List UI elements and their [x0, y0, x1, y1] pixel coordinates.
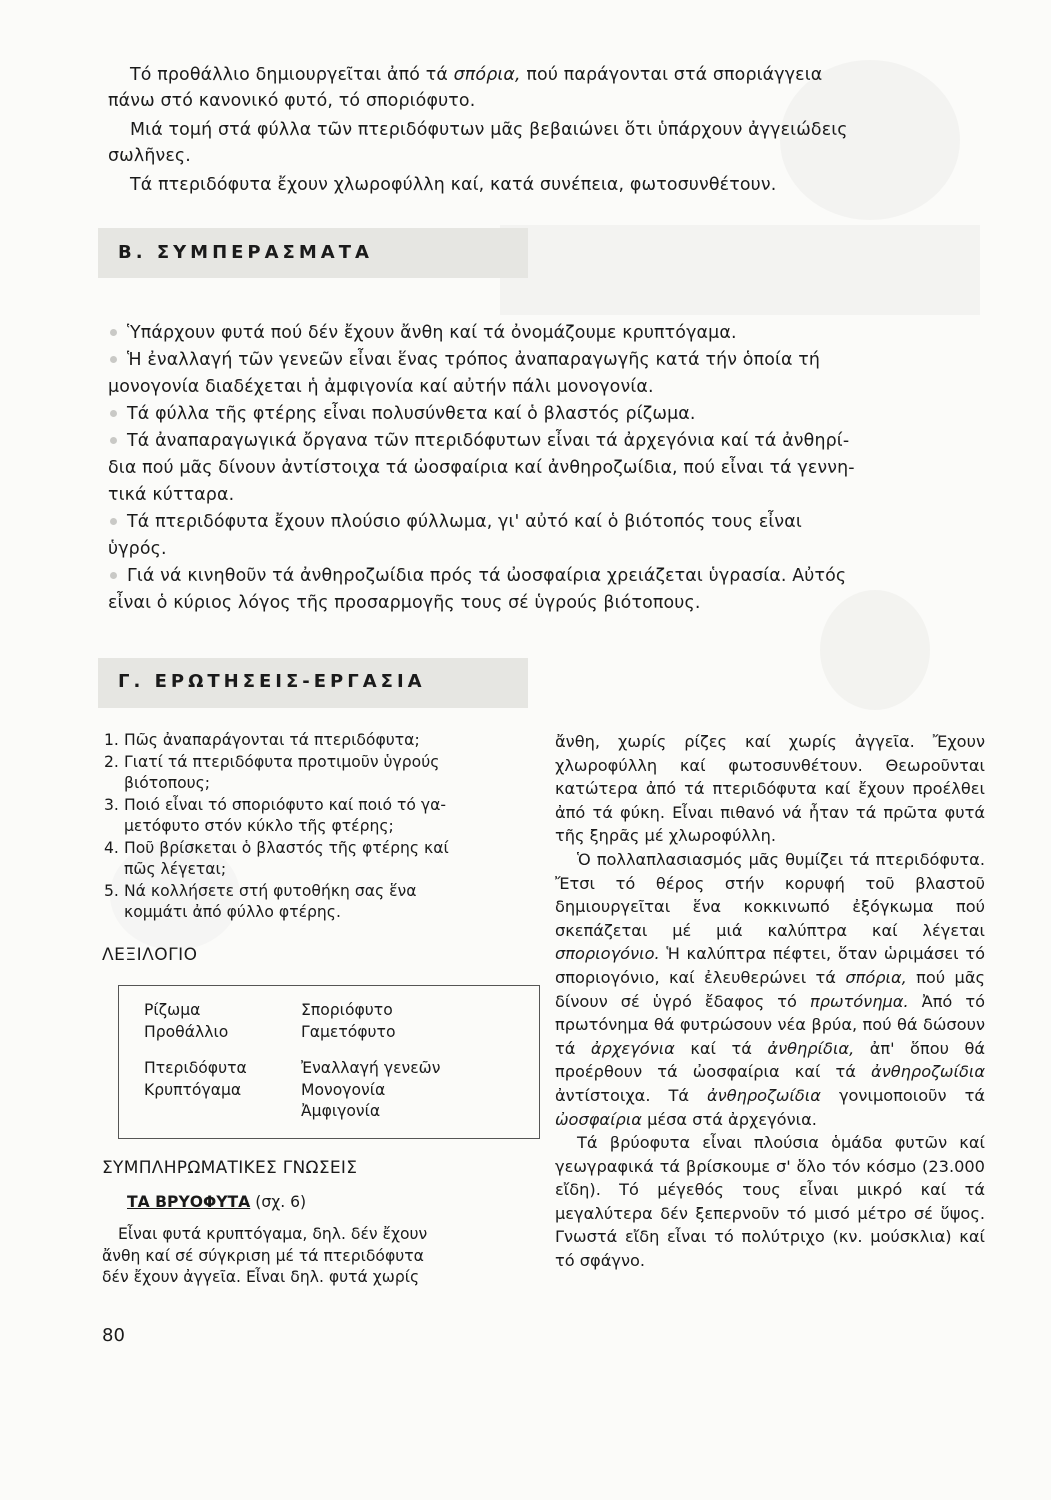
page-number: 80 [102, 1325, 125, 1346]
lexicon-left-terms: Ρίζωμα Προθάλλιο Πτεριδόφυτα Κρυπτόγαμα [144, 1001, 247, 1099]
lexicon-title: ΛΕΞΙΛΟΓΙΟ [102, 945, 198, 965]
right-paragraph-3: Τά βρύοφυτα εἶναι πλούσια ὁμάδα φυτῶν καί γεωγραφικά τά βρίσκουμε σ' ὅλο τόν κόσμο (23.000 εἴδη). Τό μέγεθός τους εἶναι μικρό καί τά μεγαλύτερα δέν ξεπερνοῦν τό μισό μέτρο σέ ὕψος. Γνωστά εἴδη εἶναι τό πολύτριχο (κν. μούσκλια) καί τό σφάγνο. [555, 1133, 985, 1271]
bryophyta-text-right [555, 730, 985, 1273]
question-item: 4. Ποῦ βρίσκεται ὁ βλαστός τῆς φτέρης καί πῶς λέγεται; [104, 838, 449, 878]
question-item: 3. Ποιό εἶναι τό σποριόφυτο καί ποιό τό γα- μετόφυτο στόν κύκλο τῆς φτέρης; [104, 795, 447, 835]
right-paragraph-2: Ὁ πολλαπλασιασμός μᾶς θυμίζει τά πτεριδόφυτα. Ἔτσι τό θέρος στήν κορυφή τοῦ βλαστοῦ δημιουργεῖται ἕνα κοκκινωπό ἐξόγκωμα πού σκεπάζεται μέ μιά καλύπτρα καί λέγεται σποριογόνιο. Ἡ καλύπτρα πέφτει, ὅταν ὡριμάσει τό σποριογόνιο, καί ἐλευθερώνει τά σπόρια, πού μᾶς δίνουν σέ ὑγρό ἔδαφος τό πρωτόνημα. Ἀπό τό πρωτόνημα θά φυτρώσουν νέα βρύα, πού θά δώσουν τά ἀρχεγόνια καί τά ἀνθηρίδια, ἀπ' ὅπου θά προέρθουν τά ὠοσφαίρια καί τά ἀνθηροζωίδια ἀντίστοιχα. Τά ἀνθηροζωίδια γονιμοποιοῦν τά ὠοσφαίρια μέσα στά ἀρχεγόνια. [555, 849, 986, 1129]
supplementary-title: ΣΥΜΠΛΗΡΩΜΑΤΙΚΕΣ ΓΝΩΣΕΙΣ [102, 1158, 358, 1178]
intro-paragraph-2: Μιά τομή στά φύλλα τῶν πτεριδόφυτων μᾶς βεβαιώνει ὅτι ὑπάρχουν ἀγγειώδεις σωλῆνες. [108, 120, 848, 166]
conclusions-list: Ὑπάρχουν φυτά πού δέν ἔχουν ἄνθη καί τά ὀνομάζουμε κρυπτόγαμα. Ἡ ἐναλλαγή τῶν γενεῶν εἶναι ἕνας τρόπος ἀναπαραγωγῆς κατά τήν ὁποία τή μονογονία διαδέχεται ἡ ἀμφιγονία καί αὐτήν πάλι μονογονία. Τά φύλλα τῆς φτέρης εἶναι πολυσύνθετα καί ὁ βλαστός ρίζωμα. Τά ἀναπαραγωγικά ὄργανα τῶν πτεριδόφυτων εἶναι τά ἀρχεγόνια καί τά ἀνθηρί- δια πού μᾶς δίνουν ἀντίστοιχα τά ὠοσφαίρια καί ἀνθηροζωίδια, πού εἶναι τά γεννη- τικά κύτταρα. Τά πτεριδόφυτα ἔχουν πλούσιο φύλλωμα, γι' αὐτό καί ὁ βιότοπός τους εἶναι ὑγρός. Γιά νά κινηθοῦν τά ἀνθηροζωίδια πρός τά ὠοσφαίρια χρειάζεται ὑγρασία. Αὐτός εἶναι ὁ κύριος λόγος τῆς προσαρμογῆς τους σέ ὑγρούς βιότοπους. [108, 323, 855, 613]
intro-paragraph-1: Τό προθάλλιο δημιουργεῖται ἀπό τά σπόρια, πού παράγονται στά σποριάγγεια πάνω στό κανονικό φυτό, τό σποριόφυτο. [108, 65, 823, 111]
lexicon-right-terms: Σποριόφυτο Γαμετόφυτο Ἐναλλαγή γενεῶν Μονογονία Ἀμφιγονία [301, 1001, 441, 1120]
bullet-point [110, 572, 117, 579]
question-list [104, 730, 512, 924]
question-item: 2. Γιατί τά πτεριδόφυτα προτιμοῦν ὑγρούς βιότοπους; [104, 752, 440, 792]
question-item: 5. Νά κολλήσετε στή φυτοθήκη σας ἕνα κομμάτι ἀπό φύλλο φτέρης. [104, 881, 417, 921]
bullet-point [110, 437, 117, 444]
bullet-point [110, 410, 117, 417]
bryophyta-text-left: Εἶναι φυτά κρυπτόγαμα, δηλ. δέν ἔχουν ἄνθη καί σέ σύγκριση μέ τά πτεριδόφυτα δέν ἔχουν ἀγγεῖα. Εἶναι δηλ. φυτά χωρίς [102, 1225, 428, 1286]
bullet-point [110, 329, 117, 336]
right-paragraph-1: ἄνθη, χωρίς ρίζες καί χωρίς ἀγγεῖα. Ἔχουν χλωροφύλλη καί φωτοσυνθέτουν. Θεωροῦνται κατώτερα ἀπό τά πτεριδόφυτα καί ἔχουν προέλθει ἀπό τά φύκη. Εἶναι πιθανό νά ἦταν τά πρῶτα φυτά τῆς ξηρᾶς μέ χλωροφύλλη. [555, 732, 985, 846]
bryophyta-subtitle: ΤΑ ΒΡΥΟΦΥΤΑ (σχ. 6) [127, 1193, 307, 1211]
lexicon-box [118, 985, 540, 1139]
show-through-band [500, 225, 980, 315]
question-item: 1. Πῶς ἀναπαράγονται τά πτεριδόφυτα; [104, 731, 420, 749]
bullet-point [110, 356, 117, 363]
section-c-title: Γ. ΕΡΩΤΗΣΕΙΣ-ΕΡΓΑΣΙΑ [118, 671, 426, 692]
bullet-point [110, 518, 117, 525]
intro-paragraph-3: Τά πτεριδόφυτα ἔχουν χλωροφύλλη καί, κατά συνέπεια, φωτοσυνθέτουν. [130, 175, 777, 195]
section-b-title: Β. ΣΥΜΠΕΡΑΣΜΑΤΑ [118, 242, 373, 263]
